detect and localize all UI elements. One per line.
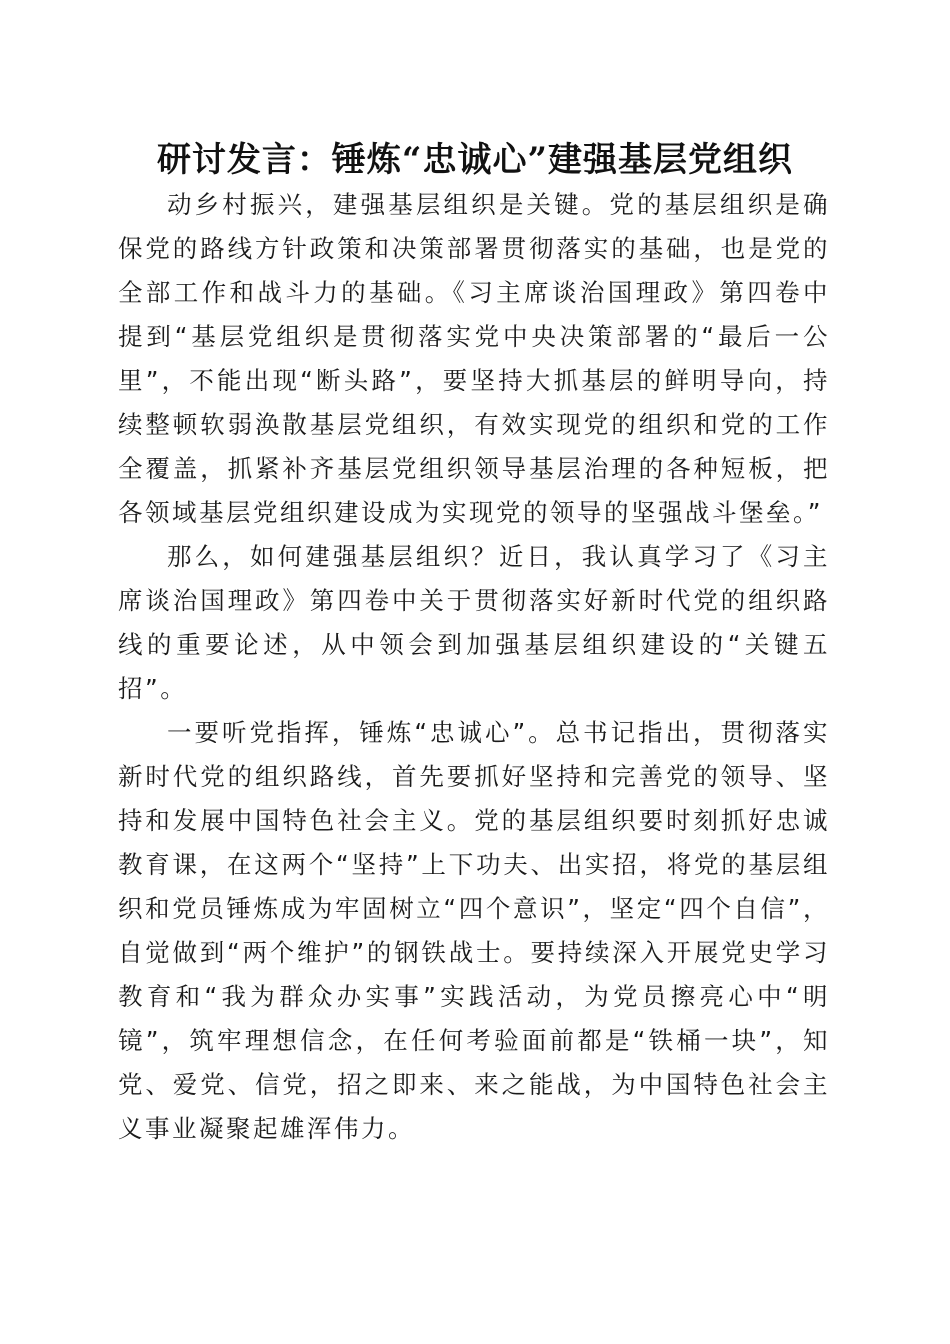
paragraph: 一要听党指挥，锤炼“忠诚心”。总书记指出，贯彻落实新时代党的组织路线，首先要抓好坚持和完善党的领导、坚持和发展中国特色社会主义。党的基层组织要时刻抓好忠诚教育课，在这两个“坚持”上下功夫、出实招，将党的基层组织和党员锤炼成为牢固树立“四个意识”，坚定“四个自信”，自觉做到“两个维护”的钢铁战士。要持续深入开展党史学习教育和“我为群众办实事”实践活动，为党员擦亮心中“明镜”，筑牢理想信念，在任何考验面前都是“铁桶一块”，知党、爱党、信党，招之即来、来之能战，为中国特色社会主义事业凝聚起雄浑伟力。 (118, 718, 830, 1143)
document-body (118, 183, 830, 1151)
paragraph: 动乡村振兴，建强基层组织是关键。党的基层组织是确保党的路线方针政策和决策部署贯彻落实的基础，也是党的全部工作和战斗力的基础。《习主席谈治国理政》第四卷中提到“基层党组织是贯彻落实党中央决策部署的“最后一公里”，不能出现“断头路”，要坚持大抓基层的鲜明导向，持续整顿软弱涣散基层党组织，有效实现党的组织和党的工作全覆盖，抓紧补齐基层党组织领导基层治理的各种短板，把各领域基层党组织建设成为实现党的领导的坚强战斗堡垒。” (118, 190, 830, 527)
paragraph: 那么，如何建强基层组织？近日，我认真学习了《习主席谈治国理政》第四卷中关于贯彻落实好新时代党的组织路线的重要论述，从中领会到加强基层组织建设的“关键五招”。 (118, 542, 830, 703)
document-title: 研讨发言：锤炼“忠诚心”建强基层党组织 (156, 140, 794, 180)
